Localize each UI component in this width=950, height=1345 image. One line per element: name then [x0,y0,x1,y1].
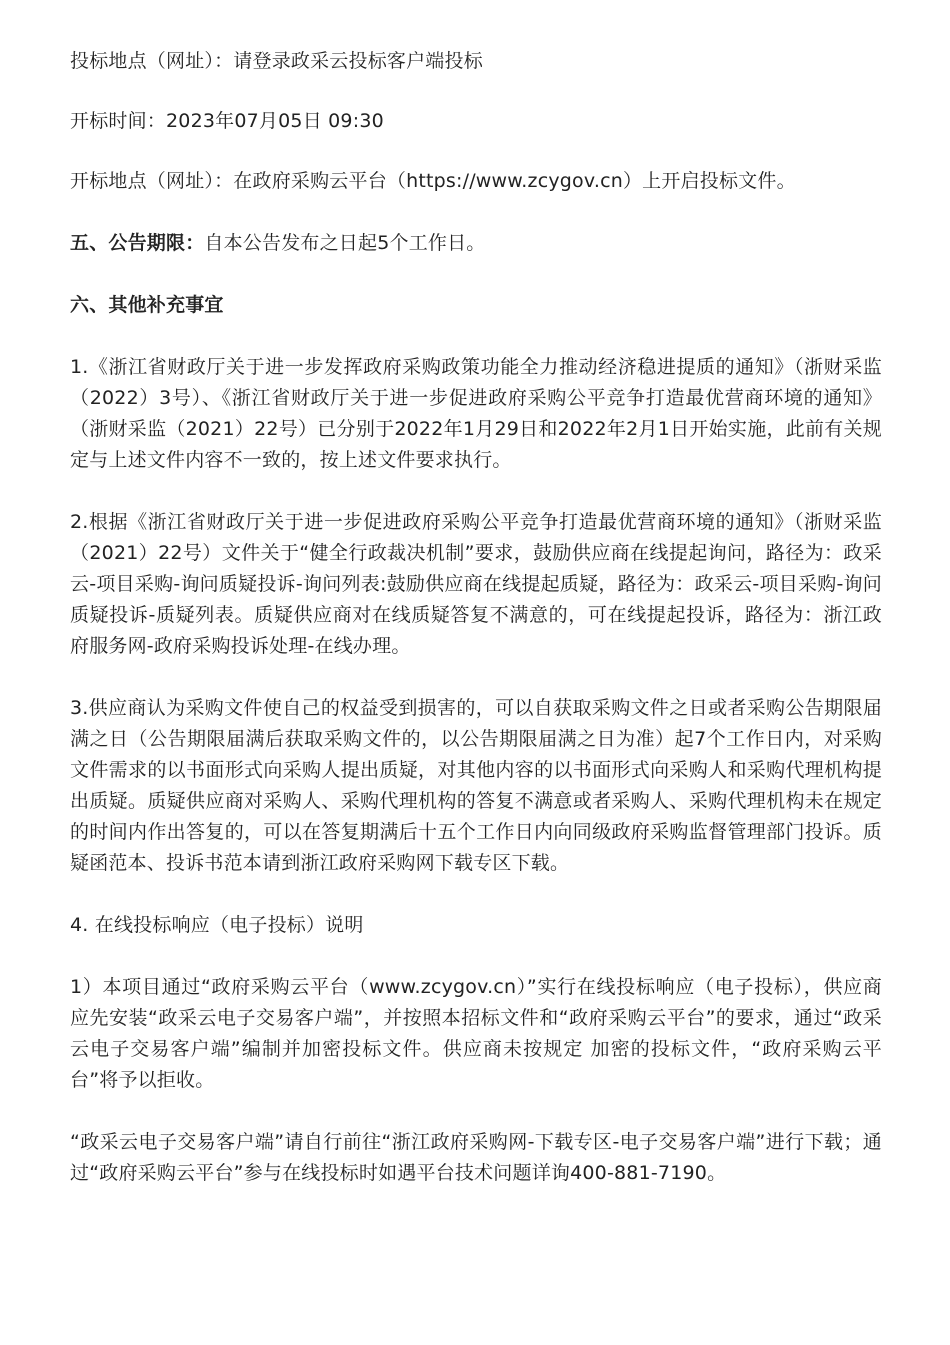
section-5-text: 自本公告发布之日起5个工作日。 [204,232,486,254]
section-5 [70,228,882,259]
section-6-heading: 六、其他补充事宜 [70,294,224,316]
document-body [70,46,882,1189]
open-time: 开标时间：2023年07月05日 09:30 [70,110,384,132]
item-2: 2.根据《浙江省财政厅关于进一步促进政府采购公平竞争打造最优营商环境的通知》（浙财采监（2021）22号）文件关于“健全行政裁决机制”要求，鼓励供应商在线提起询问，路径为：政采云-项目采购-询问质疑投诉-询问列表:鼓励供应商在线提起质疑，路径为：政采云-项目采购-询问质疑投诉-质疑列表。质疑供应商对在线质疑答复不满意的，可在线提起投诉，路径为：浙江政府服务网-政府采购投诉处理-在线办理。 [70,511,882,657]
item-1: 1.《浙江省财政厅关于进一步发挥政府采购政策功能全力推动经济稳进提质的通知》（浙财采监（2022）3号）、《浙江省财政厅关于进一步促进政府采购公平竞争打造最优营商环境的通知》（浙财采监（2021）22号）已分别于2022年1月29日和2022年2月1日开始实施，此前有关规定与上述文件内容不一致的，按上述文件要求执行。 [70,356,882,471]
open-location: 开标地点（网址）：在政府采购云平台（https://www.zcygov.cn）上开启投标文件。 [70,170,796,192]
section-5-heading: 五、公告期限： [70,232,205,254]
bid-location: 投标地点（网址）：请登录政采云投标客户端投标 [70,50,483,72]
item-3: 3.供应商认为采购文件使自己的权益受到损害的，可以自获取采购文件之日或者采购公告期限届满之日（公告期限届满后获取采购文件的，以公告期限届满之日为准）起7个工作日内，对采购文件需求的以书面形式向采购人提出质疑，对其他内容的以书面形式向采购人和采购代理机构提出质疑。质疑供应商对采购人、采购代理机构的答复不满意或者采购人、采购代理机构未在规定的时间内作出答复的，可以在答复期满后十五个工作日内向同级政府采购监督管理部门投诉。质疑函范本、投诉书范本请到浙江政府采购网下载专区下载。 [70,697,882,874]
item-4-1: 1）本项目通过“政府采购云平台（www.zcygov.cn）”实行在线投标响应（电子投标），供应商应先安装“政采云电子交易客户端”，并按照本招标文件和“政府采购云平台”的要求，通过“政采云电子交易客户端”编制并加密投标文件。供应商未按规定 加密的投标文件，“政府采购云平台”将予以拒收。 [70,976,882,1091]
item-4-2: “政采云电子交易客户端”请自行前往“浙江政府采购网-下载专区-电子交易客户端”进行下载；通过“政府采购云平台”参与在线投标时如遇平台技术问题详询400-881-7190。 [70,1131,882,1184]
item-4-title: 4. 在线投标响应（电子投标）说明 [70,914,364,936]
